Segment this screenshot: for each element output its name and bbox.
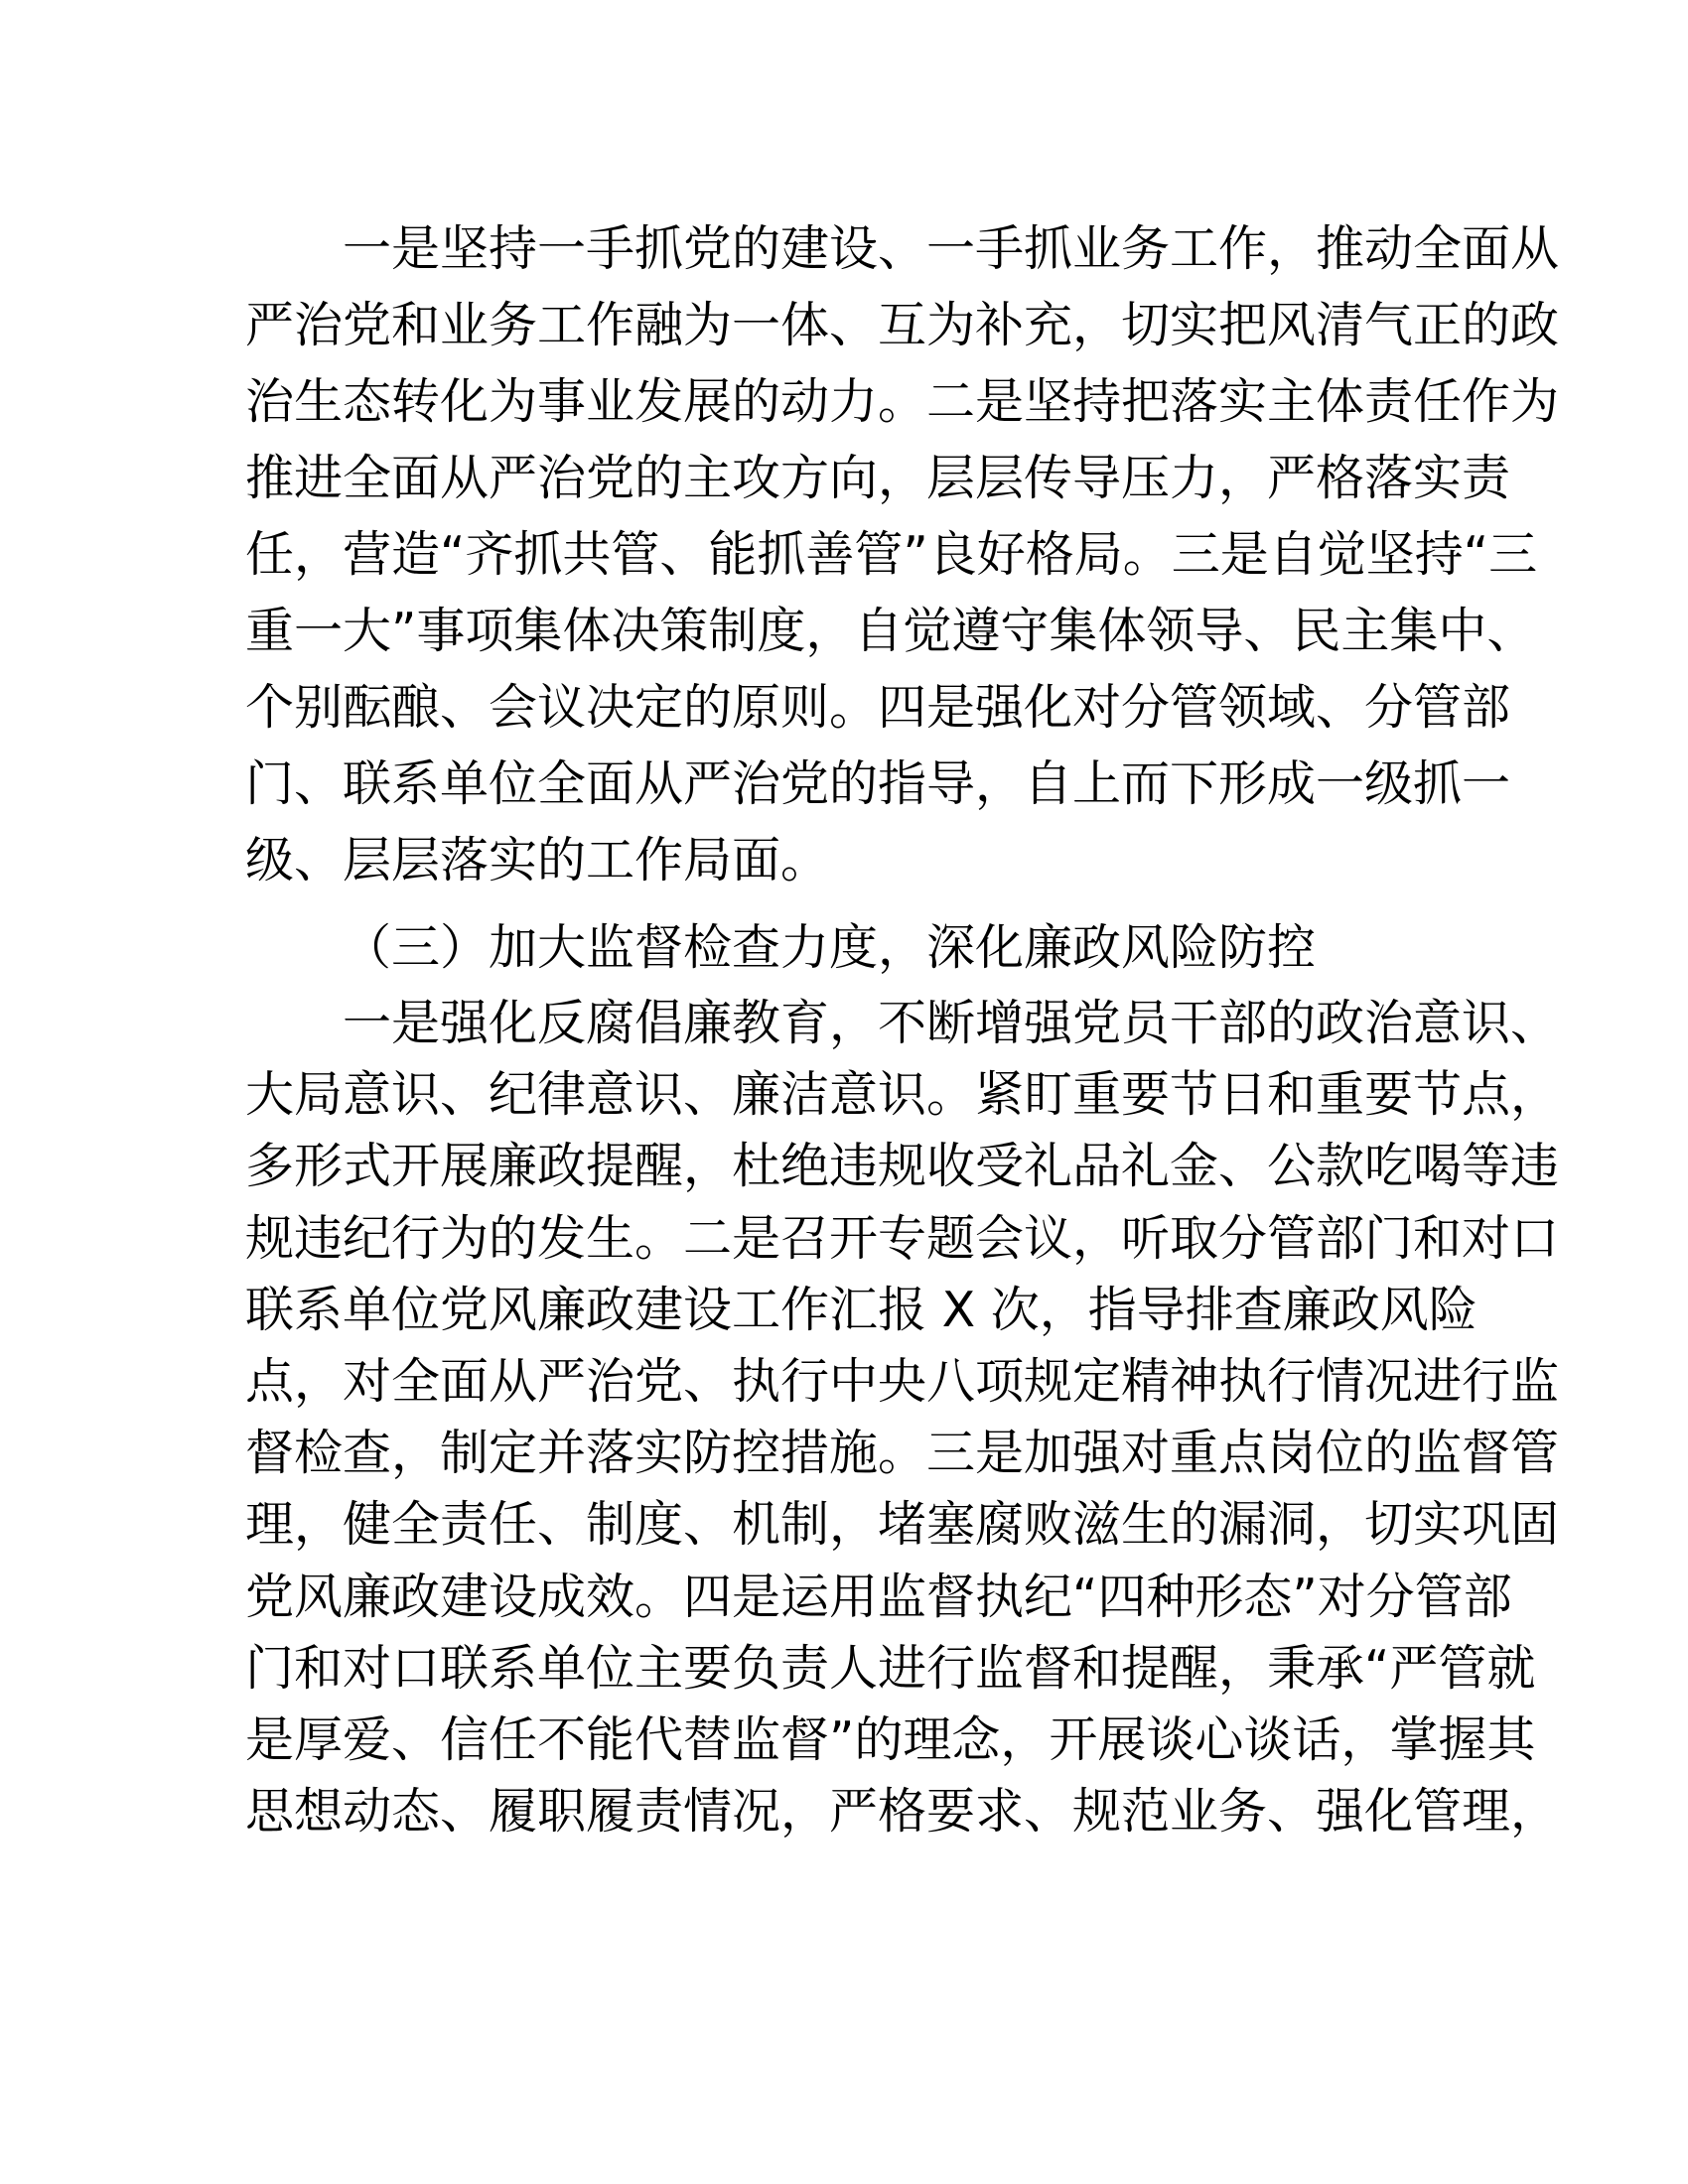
text-line: 多形式开展廉政提醒，杜绝违规收受礼品礼金、公款吃喝等违 [245, 1138, 1560, 1195]
text-line: 规违纪行为的发生。二是召开专题会议，听取分管部门和对口 [245, 1209, 1560, 1267]
text-line: 思想动态、履职履责情况，严格要求、规范业务、强化管理， [245, 1783, 1560, 1841]
text-line: 门、联系单位全面从严治党的指导，自上而下形成一级抓一 [245, 755, 1511, 812]
text-line: 治生态转化为事业发展的动力。二是坚持把落实主体责任作为 [245, 373, 1560, 430]
text-line: 任，营造“齐抓共管、能抓善管”良好格局。三是自觉坚持“三 [245, 526, 1538, 583]
text-line: 点，对全面从严治党、执行中央八项规定精神执行情况进行监 [245, 1352, 1560, 1410]
text-line: 个别酝酿、会议决定的原则。四是强化对分管领域、分管部 [245, 679, 1511, 736]
text-line: 推进全面从严治党的主攻方向，层层传导压力，严格落实责 [245, 450, 1511, 506]
text-line: 大局意识、纪律意识、廉洁意识。紧盯重要节日和重要节点， [245, 1066, 1560, 1124]
text-line: 党风廉政建设成效。四是运用监督执纪“四种形态”对分管部 [245, 1568, 1512, 1625]
text-line: 严治党和业务工作融为一体、互为补充，切实把风清气正的政 [245, 297, 1560, 353]
text-line: 联系单位党风廉政建设工作汇报 X 次，指导排查廉政风险 [245, 1281, 1477, 1338]
section-heading [245, 909, 1437, 986]
section-heading-text: （三）加大监督检查力度，深化廉政风险防控 [343, 919, 1317, 976]
text-line: 重一大”事项集体决策制度，自觉遵守集体领导、民主集中、 [245, 603, 1536, 659]
text-line: 门和对口联系单位主要负责人进行监督和提醒，秉承“严管就 [245, 1639, 1536, 1697]
text-line: 级、层层落实的工作局面。 [245, 832, 830, 888]
text-line: 一是坚持一手抓党的建设、一手抓业务工作，推动全面从 [343, 220, 1560, 277]
text-line: 督检查，制定并落实防控措施。三是加强对重点岗位的监督管 [245, 1425, 1560, 1482]
text-line: 是厚爱、信任不能代替监督”的理念，开展谈心谈话，掌握其 [245, 1710, 1536, 1768]
paragraph-party-building [245, 210, 1560, 898]
paragraph-supervision [245, 988, 1560, 1847]
text-line: 一是强化反腐倡廉教育，不断增强党员干部的政治意识、 [343, 995, 1560, 1051]
text-line: 理，健全责任、制度、机制，堵塞腐败滋生的漏洞，切实巩固 [245, 1496, 1560, 1554]
